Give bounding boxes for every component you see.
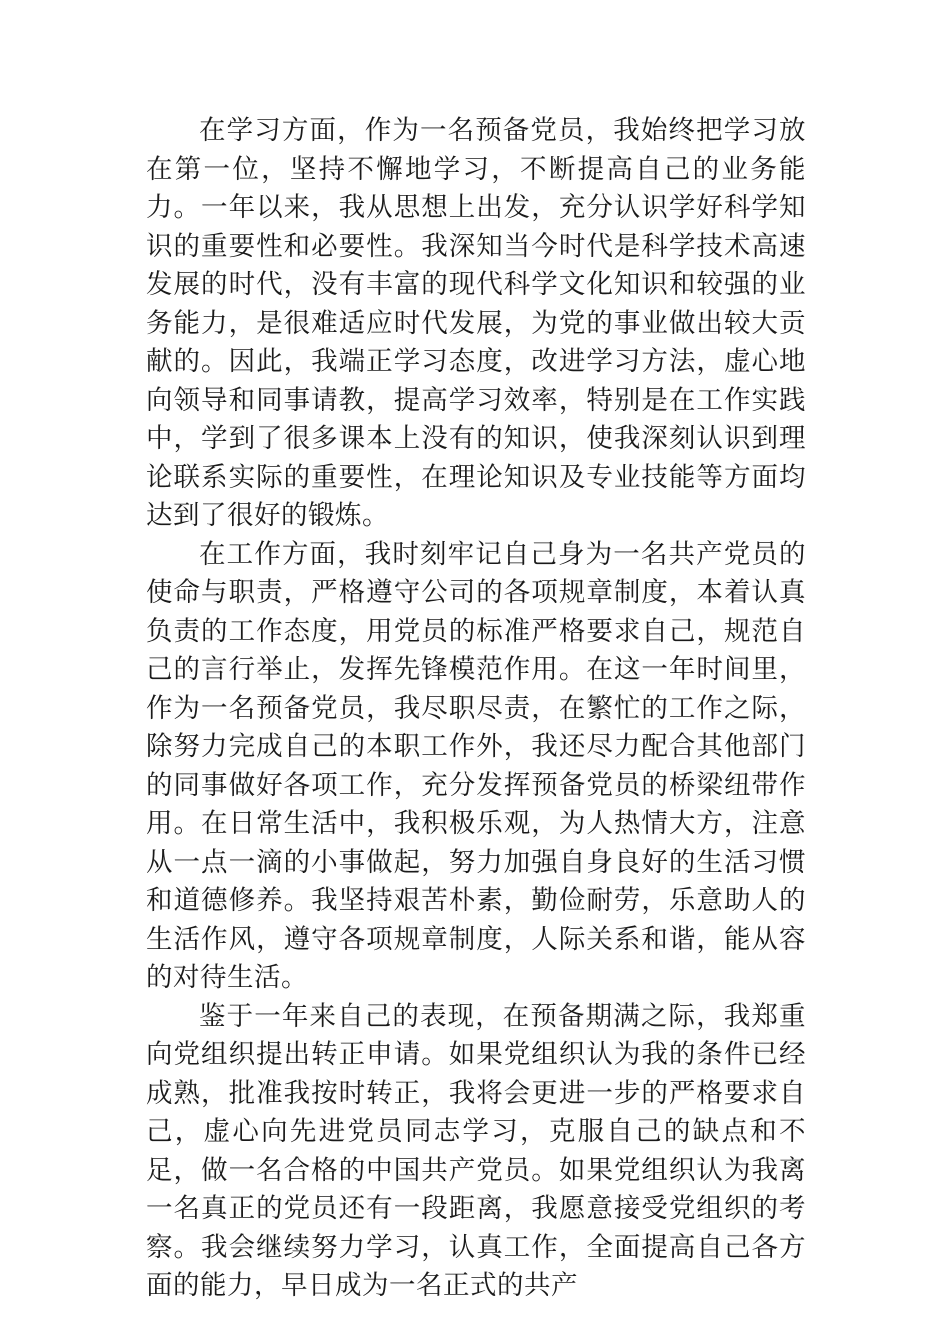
- paragraph-work: 在工作方面，我时刻牢记自己身为一名共产党员的使命与职责，严格遵守公司的各项规章制度，本着认真负责的工作态度，用党员的标准严格要求自己，规范自己的言行举止，发挥先锋模范作用。在这一年时间里，作为一名预备党员，我尽职尽责，在繁忙的工作之际，除努力完成自己的本职工作外，我还尽力配合其他部门的同事做好各项工作，充分发挥预备党员的桥梁纽带作用。在日常生活中，我积极乐观，为人热情大方，注意从一点一滴的小事做起，努力加强自身良好的生活习惯和道德修养。我坚持艰苦朴素，勤俭耐劳，乐意助人的生活作风，遵守各项规章制度，人际关系和谐，能从容的对待生活。: [146, 538, 806, 993]
- paragraph-application: 鉴于一年来自己的表现，在预备期满之际，我郑重向党组织提出转正申请。如果党组织认为我的条件已经成熟，批准我按时转正，我将会更进一步的严格要求自己，虚心向先进党员同志学习，克服自己的缺点和不足，做一名合格的中国共产党员。如果党组织认为我离一名真正的党员还有一段距离，我愿意接受党组织的考察。我会继续努力学习，认真工作，全面提高自己各方面的能力，早日成为一名正式的共产: [146, 1000, 806, 1301]
- document-body: [146, 112, 806, 1306]
- paragraph-study: 在学习方面，作为一名预备党员，我始终把学习放在第一位，坚持不懈地学习，不断提高自己的业务能力。一年以来，我从思想上出发，充分认识学好科学知识的重要性和必要性。我深知当今时代是科学技术高速发展的时代，没有丰富的现代科学文化知识和较强的业务能力，是很难适应时代发展，为党的事业做出较大贡献的。因此，我端正学习态度，改进学习方法，虚心地向领导和同事请教，提高学习效率，特别是在工作实践中，学到了很多课本上没有的知识，使我深刻认识到理论联系实际的重要性，在理论知识及专业技能等方面均达到了很好的锻炼。: [146, 115, 806, 531]
